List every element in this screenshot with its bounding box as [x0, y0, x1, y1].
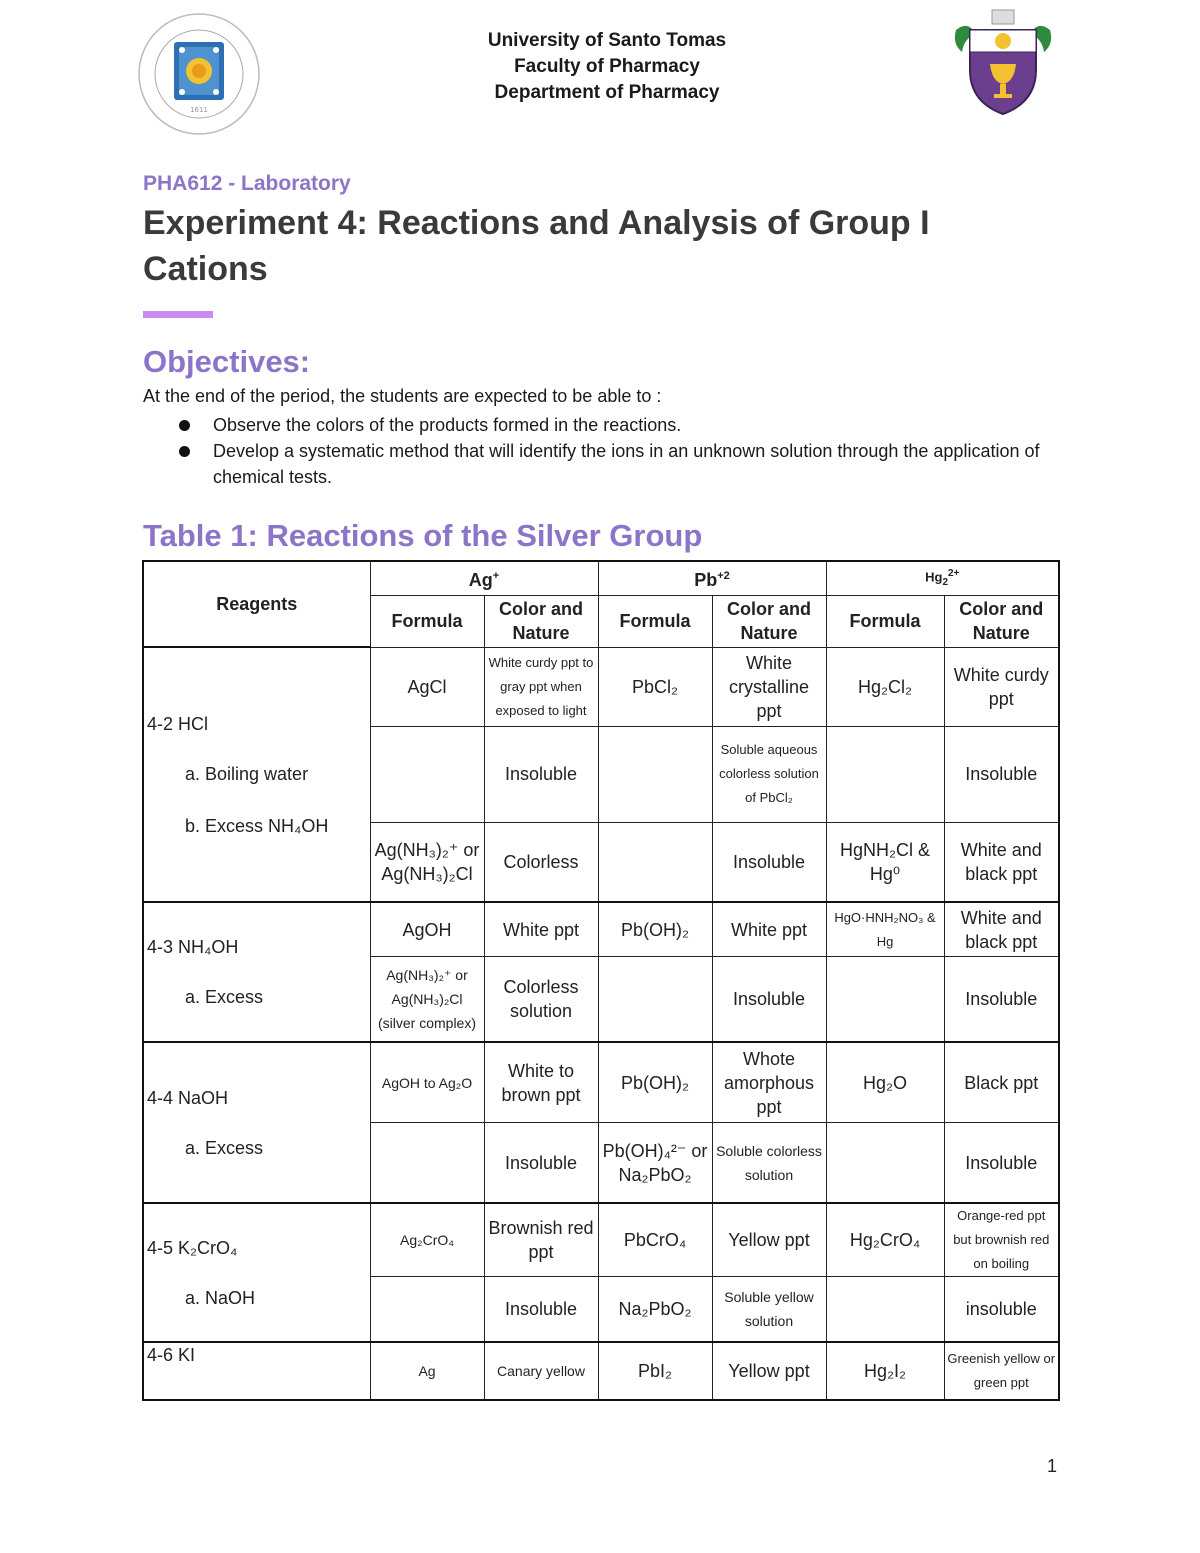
pb-header: $Pb^{+2}$ — [598, 561, 826, 595]
hg2-header: $Hg_2^{2+}$ — [826, 561, 1059, 595]
color-cell: Insoluble — [484, 1122, 598, 1203]
color-cell: White to brown ppt — [484, 1042, 598, 1122]
table-header-row — [143, 561, 1059, 595]
color-cell: White ppt — [712, 902, 826, 956]
color-cell: White and black ppt — [944, 902, 1059, 956]
color-header: Color and Nature — [484, 595, 598, 647]
formula-cell — [370, 1277, 484, 1342]
reagent-cell: 4-6 KI — [143, 1342, 370, 1400]
formula-cell: Hg₂I₂ — [826, 1342, 944, 1400]
formula-cell — [598, 956, 712, 1042]
table-row — [143, 1042, 1059, 1122]
color-cell: Soluble colorless solution — [712, 1122, 826, 1203]
faculty-name: Faculty of Pharmacy — [514, 56, 700, 77]
formula-cell: Pb(OH)₂ — [598, 1042, 712, 1122]
page-number: 1 — [1047, 1456, 1058, 1476]
color-header: Color and Nature — [944, 595, 1059, 647]
formula-cell: Ag(NH₃)₂⁺ or Ag(NH₃)₂Cl — [370, 822, 484, 902]
formula-cell: Pb(OH)₂ — [598, 902, 712, 956]
formula-cell: AgOH to Ag₂O — [370, 1042, 484, 1122]
table-row — [143, 647, 1059, 726]
formula-cell: Ag — [370, 1342, 484, 1400]
formula-cell: PbCl₂ — [598, 647, 712, 726]
university-name: University of Santo Tomas — [487, 30, 727, 51]
table-heading: Table 1: Reactions of the Silver Group — [143, 518, 703, 553]
color-cell: Black ppt — [944, 1042, 1059, 1122]
objectives-intro: At the end of the period, the students are expected to be able to : — [143, 386, 662, 406]
pharmacy-crest-logo — [948, 8, 1058, 118]
formula-header: Formula — [598, 595, 712, 647]
institution-block — [400, 28, 814, 106]
formula-cell: Ag(NH₃)₂⁺ or Ag(NH₃)₂Cl (silver complex) — [370, 956, 484, 1042]
table-row — [143, 1342, 1059, 1400]
reagent-cell: 4-4 NaOH a. Excess — [143, 1042, 370, 1203]
reagent-cell: 4-5 K₂CrO₄ a. NaOH — [143, 1203, 370, 1342]
bullet-icon — [179, 420, 190, 431]
table-row — [143, 902, 1059, 956]
formula-cell — [826, 956, 944, 1042]
color-cell: Insoluble — [484, 726, 598, 822]
formula-cell — [598, 726, 712, 822]
color-cell: Brownish red ppt — [484, 1203, 598, 1277]
title-underline — [143, 311, 213, 318]
formula-cell — [598, 822, 712, 902]
formula-cell — [370, 1122, 484, 1203]
reagents-header: Reagents — [143, 561, 370, 647]
formula-cell: PbI₂ — [598, 1342, 712, 1400]
color-cell: Soluble yellow solution — [712, 1277, 826, 1342]
table-row — [143, 1203, 1059, 1277]
color-cell: Insoluble — [944, 726, 1059, 822]
color-cell: Yellow ppt — [712, 1203, 826, 1277]
color-cell: White curdy ppt — [944, 647, 1059, 726]
formula-cell — [826, 1122, 944, 1203]
formula-header: Formula — [370, 595, 484, 647]
formula-cell: AgCl — [370, 647, 484, 726]
color-cell: Soluble aqueous colorless solution of PbCl₂ — [712, 726, 826, 822]
objective-item: Observe the colors of the products formed in the reactions. — [143, 412, 1073, 438]
reagent-cell: 4-3 NH₄OH a. Excess — [143, 902, 370, 1042]
formula-cell: Hg₂Cl₂ — [826, 647, 944, 726]
color-cell: Insoluble — [712, 822, 826, 902]
color-cell: insoluble — [944, 1277, 1059, 1342]
formula-cell: PbCrO₄ — [598, 1203, 712, 1277]
bullet-icon — [179, 446, 190, 457]
color-cell: White curdy ppt to gray ppt when exposed to light — [484, 647, 598, 726]
color-cell: Greenish yellow or green ppt — [944, 1342, 1059, 1400]
formula-cell — [826, 1277, 944, 1342]
color-cell: Yellow ppt — [712, 1342, 826, 1400]
reagent-cell: 4-2 HCl a. Boiling water b. Excess NH₄OH — [143, 647, 370, 902]
ag-header: Ag+ — [370, 561, 598, 595]
color-cell: White crystalline ppt — [712, 647, 826, 726]
formula-cell: Hg₂CrO₄ — [826, 1203, 944, 1277]
formula-cell — [370, 726, 484, 822]
color-cell: Insoluble — [484, 1277, 598, 1342]
formula-header: Formula — [826, 595, 944, 647]
formula-cell: Ag₂CrO₄ — [370, 1203, 484, 1277]
formula-cell — [826, 726, 944, 822]
formula-cell: HgO·HNH₂NO₃ & Hg — [826, 902, 944, 956]
color-cell: White and black ppt — [944, 822, 1059, 902]
color-cell: Orange-red ppt but brownish red on boiling — [944, 1203, 1059, 1277]
color-cell: Insoluble — [712, 956, 826, 1042]
course-code: PHA612 - Laboratory — [143, 172, 351, 195]
formula-cell: Pb(OH)₄²⁻ or Na₂PbO₂ — [598, 1122, 712, 1203]
objectives-heading: Objectives: — [143, 344, 311, 379]
color-header: Color and Nature — [712, 595, 826, 647]
color-cell: Canary yellow — [484, 1342, 598, 1400]
svg-text:1611: 1611 — [190, 106, 208, 114]
experiment-title: Experiment 4: Reactions and Analysis of Group I Cations — [143, 204, 930, 288]
color-cell: Whote amorphous ppt — [712, 1042, 826, 1122]
formula-cell: AgOH — [370, 902, 484, 956]
department-name: Department of Pharmacy — [494, 82, 720, 103]
objective-item: Develop a systematic method that will identify the ions in an unknown solution through the application of chemical tests. — [143, 438, 1073, 490]
page-header — [0, 0, 1200, 150]
formula-cell: HgNH₂Cl & Hg⁰ — [826, 822, 944, 902]
color-cell: White ppt — [484, 902, 598, 956]
color-cell: Colorless — [484, 822, 598, 902]
color-cell: Insoluble — [944, 956, 1059, 1042]
formula-cell: Na₂PbO₂ — [598, 1277, 712, 1342]
silver-group-table — [142, 560, 1060, 1401]
ust-seal-logo — [137, 12, 261, 136]
color-cell: Colorless solution — [484, 956, 598, 1042]
formula-cell: Hg₂O — [826, 1042, 944, 1122]
color-cell: Insoluble — [944, 1122, 1059, 1203]
objectives-list — [143, 412, 1073, 490]
